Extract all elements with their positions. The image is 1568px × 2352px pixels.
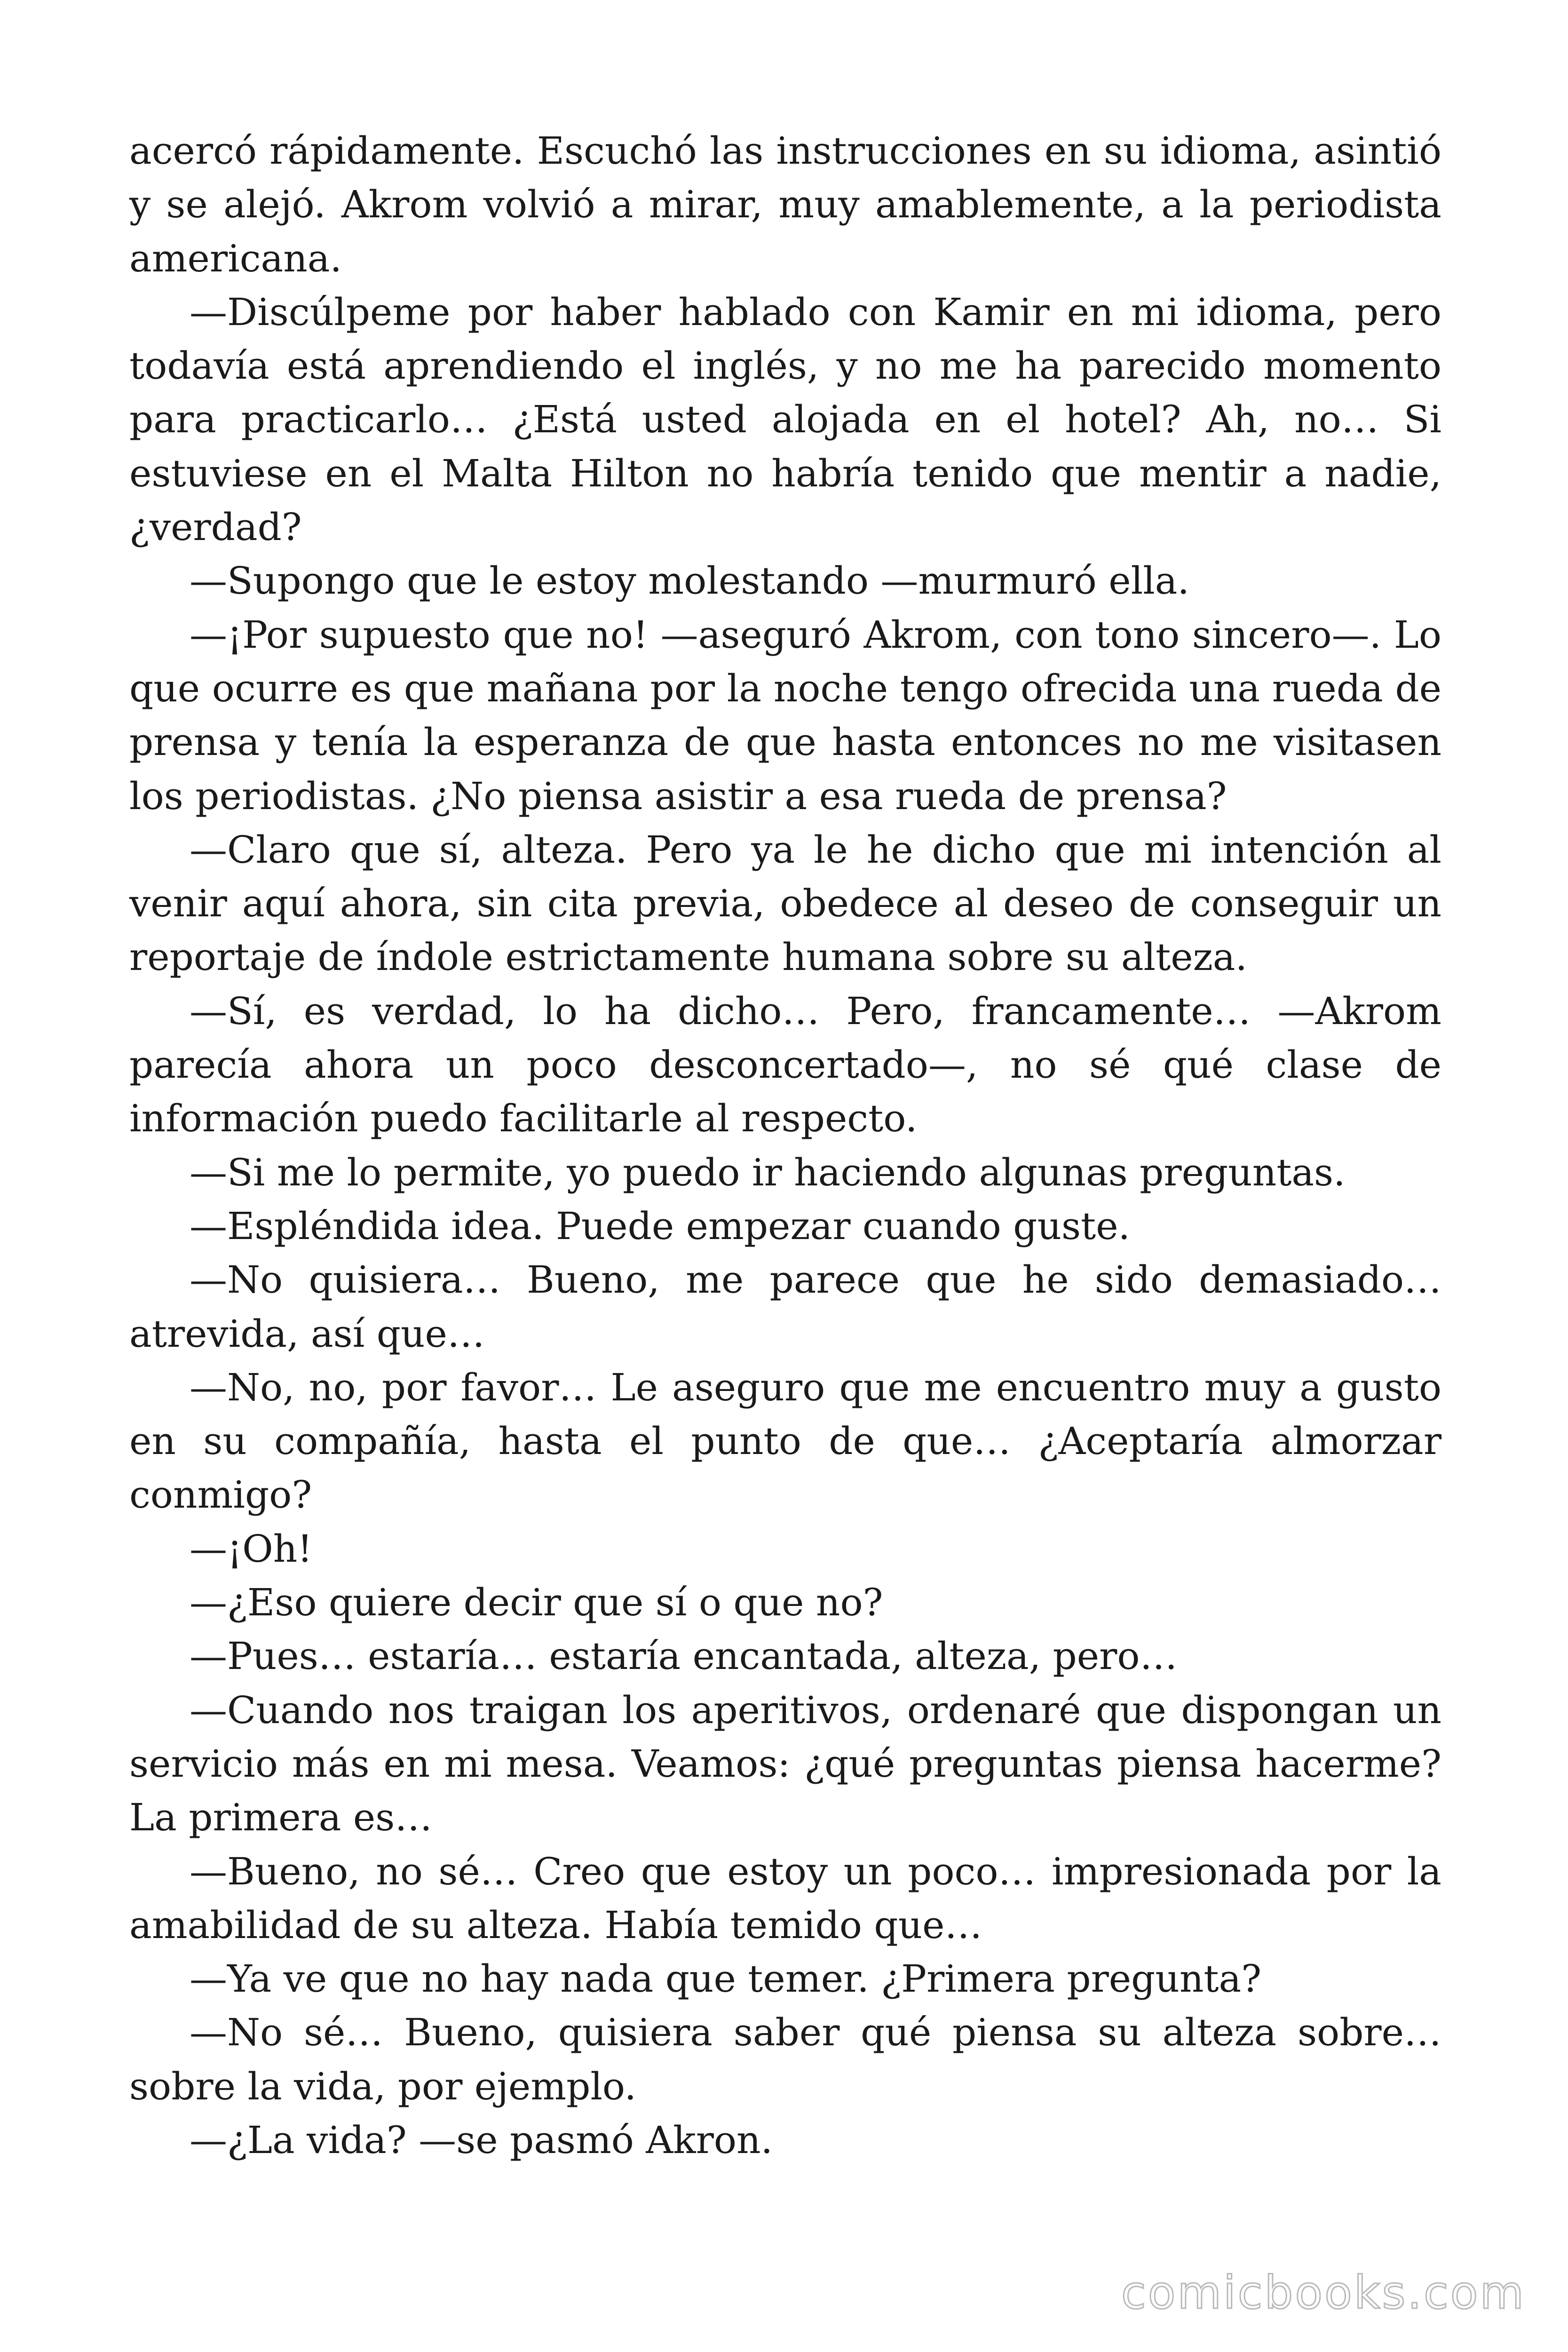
paragraph: —Discúlpeme por haber hablado con Kamir en mi idioma, pero todavía está aprendiendo el inglés, y no me ha parecido momento para practicarlo… ¿Está usted alojada en el hotel? Ah, no… Si estuviese en el Malta Hilton no habría tenido que mentir a nadie, ¿verdad?	[129, 290, 1441, 549]
paragraph: —Cuando nos traigan los aperitivos, ordenaré que dispongan un servicio más en mi mesa. Veamos: ¿qué preguntas piensa hacerme? La primera es…	[129, 1688, 1441, 1840]
paragraph: —No quisiera… Bueno, me parece que he sido demasiado… atrevida, así que…	[129, 1258, 1441, 1356]
paragraph: —¿Eso quiere decir que sí o que no?	[190, 1581, 883, 1625]
paragraph: —Pues… estaría… estaría encantada, alteza, pero…	[190, 1634, 1178, 1678]
paragraph: —No, no, por favor… Le aseguro que me encuentro muy a gusto en su compañía, hasta el punto de que… ¿Aceptaría almorzar conmigo?	[129, 1365, 1441, 1517]
paragraph: —Espléndida idea. Puede empezar cuando guste.	[190, 1204, 1130, 1248]
paragraph: acercó rápidamente. Escuchó las instrucciones en su idioma, asintió y se alejó. Akrom volvió a mirar, muy amablemente, a la periodista americana.	[129, 129, 1441, 280]
paragraph: —No sé… Bueno, quisiera saber qué piensa su alteza sobre… sobre la vida, por ejemplo.	[129, 2010, 1441, 2108]
paragraph: —¡Oh!	[190, 1526, 313, 1571]
book-page-body	[129, 124, 1441, 2167]
paragraph: —¿La vida? —se pasmó Akron.	[190, 2118, 773, 2162]
paragraph: —¡Por supuesto que no! —aseguró Akrom, con tono sincero—. Lo que ocurre es que mañana por la noche tengo ofrecida una rueda de prensa y tenía la esperanza de que hasta entonces no me visitasen los periodistas. ¿No piensa asistir a esa rueda de prensa?	[129, 612, 1441, 818]
paragraph: —Claro que sí, alteza. Pero ya le he dicho que mi intención al venir aquí ahora, sin cita previa, obedece al deseo de conseguir un reportaje de índole estrictamente humana sobre su alteza.	[129, 827, 1441, 979]
site-watermark: comicbooks.com	[1121, 2266, 1526, 2319]
paragraph: —Sí, es verdad, lo ha dicho… Pero, francamente… —Akrom parecía ahora un poco desconcertado—, no sé qué clase de información puedo facilitarle al respecto.	[129, 989, 1441, 1141]
paragraph: —Supongo que le estoy molestando —murmuró ella.	[190, 559, 1189, 603]
paragraph: —Si me lo permite, yo puedo ir haciendo algunas preguntas.	[190, 1150, 1346, 1194]
paragraph: —Bueno, no sé… Creo que estoy un poco… impresionada por la amabilidad de su alteza. Había temido que…	[129, 1849, 1441, 1947]
paragraph: —Ya ve que no hay nada que temer. ¿Primera pregunta?	[190, 1957, 1262, 2001]
